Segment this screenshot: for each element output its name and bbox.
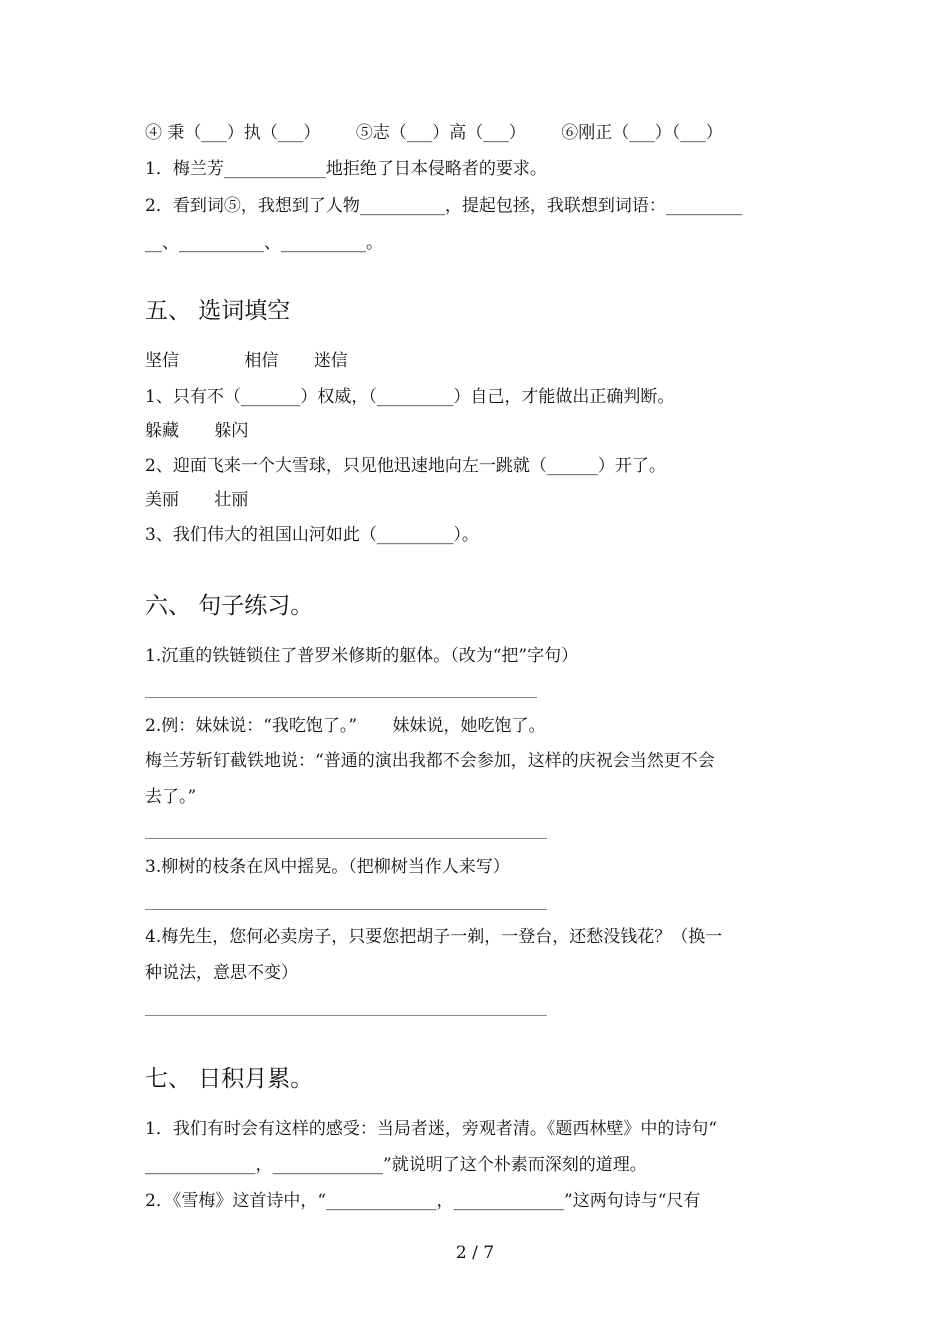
- section-7-title: 七、 日积月累。: [145, 1066, 314, 1092]
- word-mixin: 迷信: [313, 351, 348, 371]
- page-number: 2 / 7: [455, 1243, 495, 1263]
- item-4: ④ 秉（___）执（___）: [145, 123, 321, 143]
- word-zhuangli: 壮丽: [214, 490, 249, 510]
- fill-question-1: 1、只有不（_______）权威，（_________）自己，才能做出正确判断。: [145, 387, 675, 407]
- accumulation-question-2: 2．《雪梅》这首诗中，“_____________，_____________”这两句诗与“尺有: [145, 1191, 701, 1211]
- answer-line-1: [145, 697, 537, 698]
- word-choices-2: [145, 420, 248, 442]
- item-6: ⑥刚正（___）（___）: [561, 123, 723, 143]
- sentence-question-3: 3.柳树的枝条在风中摇晃。（把柳树当作人来写）: [145, 857, 510, 877]
- sentence-question-4-cont: 种说法，意思不变）: [145, 963, 298, 983]
- example-direct: 2.例：妹妹说：“我吃饱了。”: [145, 716, 358, 736]
- accumulation-question-1: 1．我们有时会有这样的感受：当局者迷，旁观者清。《题西林壁》中的诗句“: [145, 1119, 718, 1139]
- item-5: ⑤志（___）高（___）: [355, 123, 526, 143]
- answer-line-2: [145, 838, 547, 839]
- fill-question-2: 2、迎面飞来一个大雪球，只见他迅速地向左一跳就（______）开了。: [145, 456, 666, 476]
- word-duoshan: 躲闪: [214, 421, 249, 441]
- sentence-question-2: [145, 715, 546, 737]
- answer-line-4: [145, 1015, 547, 1016]
- word-duocang: 躲藏: [145, 421, 179, 441]
- sentence-question-1: 1.沉重的铁链锁住了普罗米修斯的躯体。（改为“把”字句）: [145, 646, 579, 666]
- sentence-question-4: 4.梅先生，您何必卖房子，只要您把胡子一剃，一登台，还愁没钱花？（换一: [145, 927, 723, 947]
- fill-question-3: 3、我们伟大的祖国山河如此（_________）。: [145, 525, 479, 545]
- question-4-2-cont: __、__________、__________。: [145, 233, 383, 253]
- accumulation-question-1-cont: _____________，_____________”就说明了这个朴素而深刻的道理。: [145, 1155, 647, 1175]
- word-row-top: [145, 122, 723, 144]
- section-6-title: 六、 句子练习。: [145, 593, 314, 619]
- word-choices-1: [145, 350, 348, 372]
- word-jianxin: 坚信: [145, 351, 179, 371]
- word-choices-3: [145, 489, 248, 511]
- question-4-2: 2．看到词⑤，我想到了人物__________，提起包拯，我联想到词语：_________: [145, 196, 743, 216]
- answer-line-3: [145, 909, 547, 910]
- word-xiangxin: 相信: [244, 351, 279, 371]
- word-meili: 美丽: [145, 490, 179, 510]
- section-5-title: 五、 选词填空: [145, 298, 291, 324]
- sentence-question-2-prompt-cont: 去了。”: [145, 787, 197, 807]
- example-indirect: 妹妹说，她吃饱了。: [392, 716, 546, 736]
- sentence-question-2-prompt: 梅兰芳斩钉截铁地说：“普通的演出我都不会参加，这样的庆祝会当然更不会: [145, 751, 715, 771]
- question-4-1: 1．梅兰芳____________地拒绝了日本侵略者的要求。: [145, 159, 547, 179]
